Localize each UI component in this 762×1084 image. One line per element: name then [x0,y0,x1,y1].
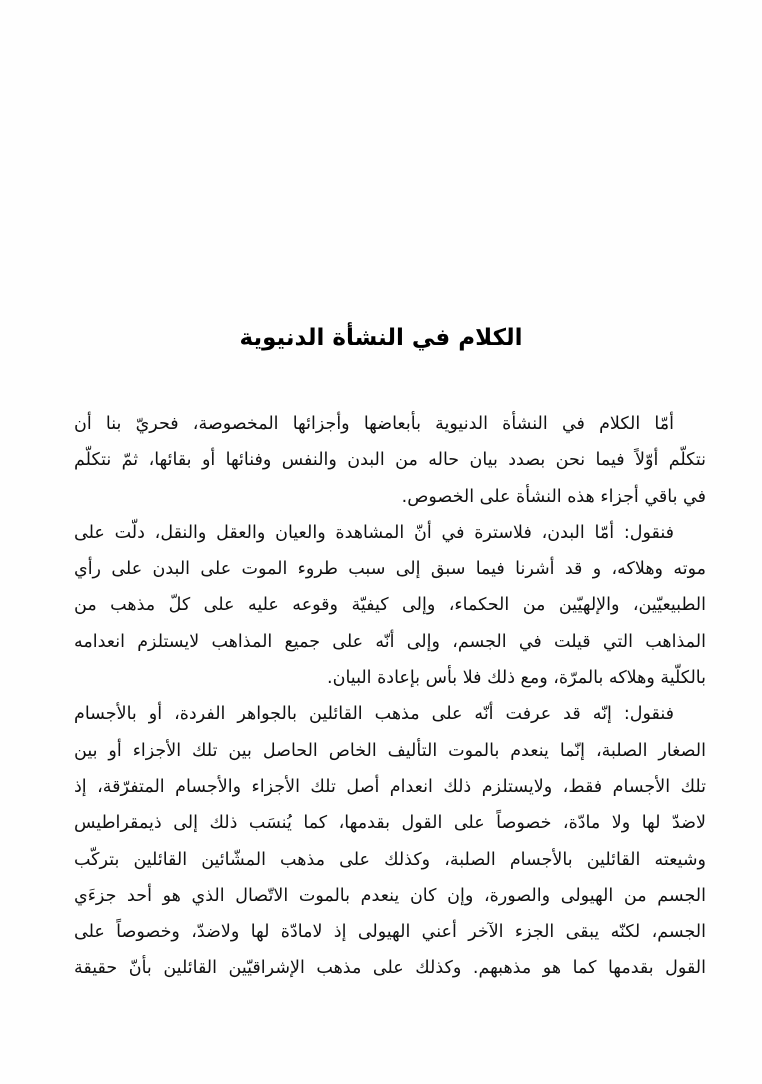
text-line: فنقول: أمّا البدن، فلاسترة في أنّ المشاهدة والعيان والعقل والنقل، دلّت على [74,522,674,543]
text-line: نتكلّم أوّلاً فيما نحن بصدد بيان حاله من البدن والنفس وفنائها أو بقائها، ثمّ نتكلّم [74,450,706,471]
text-line: المذاهب التي قيلت في الجسم، وإلى أنّه على جميع المذاهب لايستلزم انعدامه [74,631,706,652]
text-line: الطبيعيّين، والإلهيّين من الحكماء، وإلى كيفيّة وقوعه عليه على كلّ مذهب من [74,595,706,616]
paragraph-3 [74,696,706,986]
text-line: موته وهلاكه، و قد أشرنا فيما سبق إلى سبب طروء الموت على البدن على رأي [74,559,706,580]
text-line: لاضدّ لها ولا مادّة، خصوصاً على القول بقدمها، كما يُنسَب ذلك إلى ذيمقراطيس [74,813,706,834]
text-line: الجسم، لكنّه يبقى الجزء الآخر أعني الهيولى إذ لامادّة لها ولاضدّ، وخصوصاً على [74,922,706,943]
section-title: الكلام في النشأة الدنيوية [239,325,523,351]
text-line: في باقي أجزاء هذه النشأة على الخصوص. [401,486,706,507]
text-line: تلك الأجسام فقط، ولايستلزم ذلك انعدام أصل تلك الأجزاء والأجسام المتفرّقة، إذ [74,776,706,797]
text-line: فنقول: إنّه قد عرفت أنّه على مذهب القائلين بالجواهر الفردة، أو بالأجسام [74,704,674,725]
text-line: الصغار الصلبة، إنّما ينعدم بالموت التأليف الخاص الحاصل بين تلك الأجزاء أو بين [74,740,706,761]
text-line: بالكلّية وهلاكه بالمرّة، ومع ذلك فلا بأس بإعادة البيان. [327,668,706,689]
text-line: وشيعته القائلين بالأجسام الصلبة، وكذلك على مذهب المشّائين القائلين بتركّب [74,849,706,870]
text-line: أمّا الكلام في النشأة الدنيوية بأبعاضها وأجزائها المخصوصة، فحريّ بنا أن [74,414,674,434]
paragraph-2 [74,515,706,696]
text-line: القول بقدمها كما هو مذهبهم. وكذلك على مذهب الإشراقيّين القائلين بأنّ حقيقة [74,958,706,979]
body-text [74,406,706,987]
text-line: الجسم من الهيولى والصورة، وإن كان ينعدم بالموت الاتّصال الذي هو أحد جزءَي [74,885,706,906]
paragraph-1 [74,406,706,515]
